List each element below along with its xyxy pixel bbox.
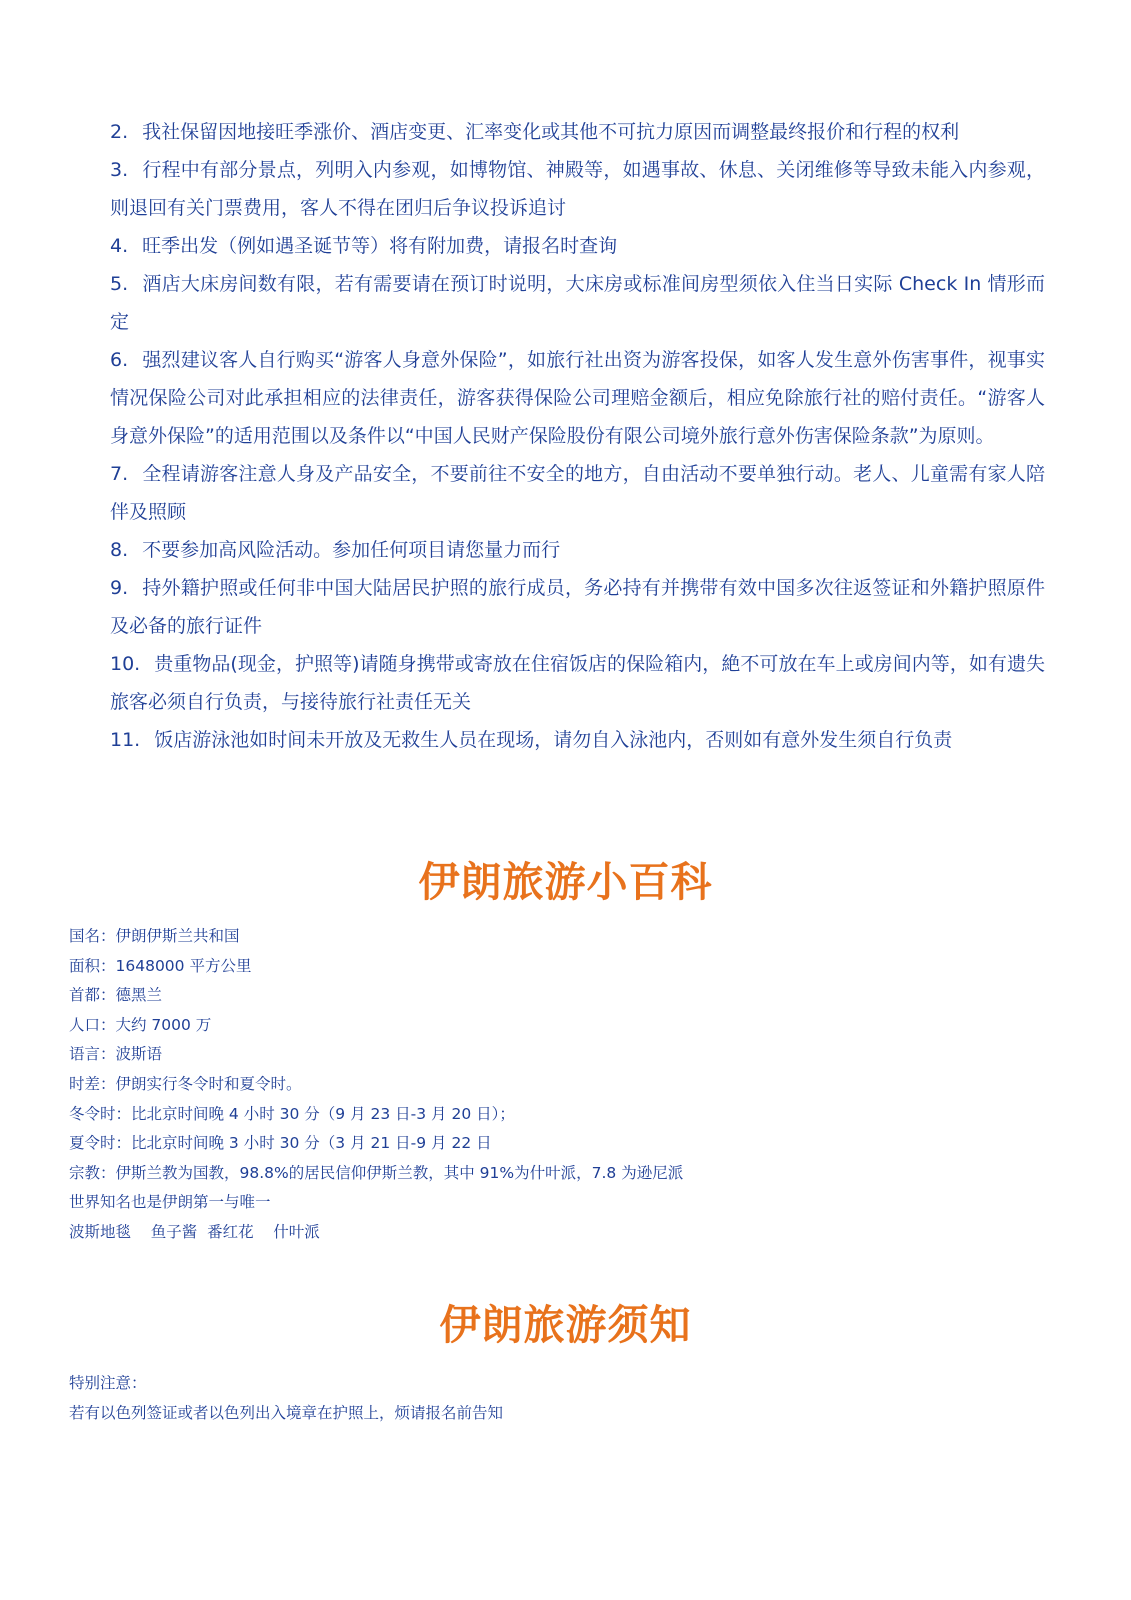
terms-item-number: 11. [110, 729, 141, 751]
terms-item-number: 7. [110, 463, 129, 485]
terms-item-text: 持外籍护照或任何非中国大陆居民护照的旅行成员，务必持有并携带有效中国多次往返签证和外籍护照原件及必备的旅行证件 [110, 577, 1045, 637]
fact-religion: 宗教：伊斯兰教为国教，98.8%的居民信仰伊斯兰教，其中 91%为什叶派，7.8 为逊尼派 [69, 1163, 684, 1182]
wiki-facts-list [69, 922, 1069, 1248]
fact-country-name: 国名：伊朗伊斯兰共和国 [69, 927, 240, 945]
terms-item-number: 8. [110, 539, 129, 561]
terms-item-text: 饭店游泳池如时间未开放及无救生人员在现场，请勿自入泳池内，否则如有意外发生须自行负责 [154, 729, 953, 751]
terms-item-text: 旺季出发（例如遇圣诞节等）将有附加费，请报名时查询 [142, 235, 618, 257]
notice-text: 若有以色列签证或者以色列出入境章在护照上，烦请报名前告知 [69, 1403, 504, 1422]
terms-item-text: 全程请游客注意人身及产品安全，不要前往不安全的地方，自由活动不要单独行动。老人、儿童需有家人陪伴及照顾 [110, 463, 1045, 523]
terms-item [110, 721, 1045, 759]
terms-item-text: 贵重物品(现金，护照等)请随身携带或寄放在住宿饭店的保险箱内，絶不可放在车上或房间内等，如有遗失旅客必须自行负责，与接待旅行社责任无关 [110, 653, 1045, 713]
terms-item-number: 2. [110, 121, 129, 143]
terms-item-text: 不要参加高风险活动。参加任何项目请您量力而行 [142, 539, 561, 561]
terms-item-number: 9. [110, 577, 129, 599]
fact-capital: 首都：德黑兰 [69, 986, 163, 1005]
terms-item [110, 151, 1045, 227]
terms-item-number: 4. [110, 235, 129, 257]
notice-list [69, 1369, 1069, 1428]
terms-item [110, 265, 1045, 341]
fact-language: 语言：波斯语 [69, 1045, 163, 1064]
fact-time-difference: 时差：伊朗实行冬令时和夏令时。 [69, 1074, 302, 1093]
fact-area: 面积：1648000 平方公里 [69, 956, 252, 975]
terms-item-text: 强烈建议客人自行购买“游客人身意外保险”，如旅行社出资为游客投保，如客人发生意外伤害事件，视事实情况保险公司对此承担相应的法律责任，游客获得保险公司理赔金额后，相应免除旅行社的赔付责任。“游客人身意外保险”的适用范围以及条件以“中国人民财产保险股份有限公司境外旅行意外伤害保险条款”为原则。 [110, 349, 1045, 447]
wiki-section-title: 伊朗旅游小百科 [418, 858, 713, 906]
terms-item-number: 6. [110, 349, 129, 371]
terms-item [110, 227, 1045, 265]
fact-population: 人口：大约 7000 万 [69, 1015, 212, 1034]
fact-summer-time: 夏令时：比北京时间晚 3 小时 30 分（3 月 21 日-9 月 22 日 [69, 1134, 492, 1153]
terms-item-number: 5. [110, 273, 129, 295]
terms-item [110, 569, 1045, 645]
terms-item-text: 我社保留因地接旺季涨价、酒店变更、汇率变化或其他不可抗力原因而调整最终报价和行程的权利 [142, 121, 960, 143]
fact-famous-items: 波斯地毯 鱼子酱 番红花 什叶派 [69, 1222, 320, 1241]
terms-item-text: 行程中有部分景点，列明入内参观，如博物馆、神殿等，如遇事故、休息、关闭维修等导致未能入内参观，则退回有关门票费用，客人不得在团归后争议投诉追讨 [110, 159, 1045, 219]
terms-item [110, 341, 1045, 455]
terms-item [110, 455, 1045, 531]
terms-item-number: 10. [110, 653, 141, 675]
notice-label: 特别注意： [69, 1374, 147, 1392]
terms-item-text: 酒店大床房间数有限，若有需要请在预订时说明，大床房或标准间房型须依入住当日实际 Check In 情形而定 [110, 273, 1045, 333]
fact-famous-heading: 世界知名也是伊朗第一与唯一 [69, 1193, 271, 1212]
terms-list [110, 113, 1045, 759]
terms-item [110, 645, 1045, 721]
terms-item [110, 113, 1045, 151]
fact-winter-time: 冬令时：比北京时间晚 4 小时 30 分（9 月 23 日-3 月 20 日）； [69, 1104, 515, 1123]
terms-item [110, 531, 1045, 569]
terms-item-number: 3. [110, 159, 129, 181]
notice-section-title: 伊朗旅游须知 [439, 1301, 692, 1349]
